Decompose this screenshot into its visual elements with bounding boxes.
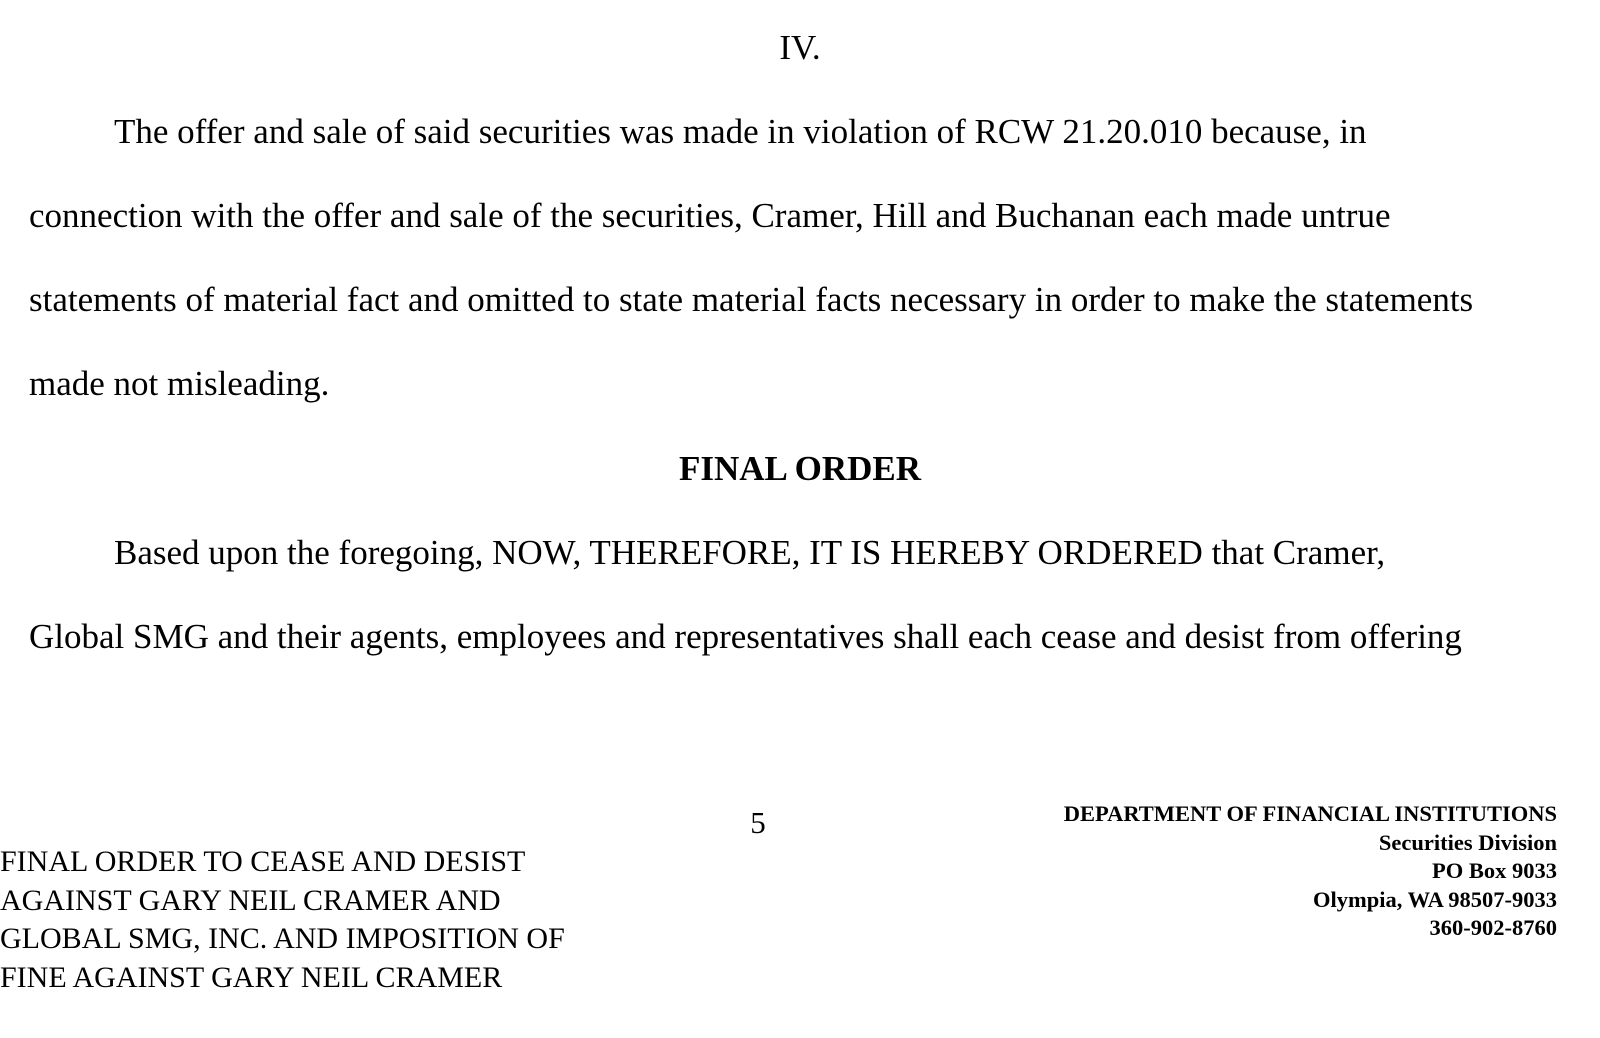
po-box: PO Box 9033 xyxy=(1431,858,1557,883)
phone-number: 360-902-8760 xyxy=(1429,915,1557,940)
section-heading: IV. xyxy=(779,28,821,67)
footer-document-title xyxy=(0,843,565,997)
department-address-block xyxy=(1064,800,1557,943)
footer-title-line: FINE AGAINST GARY NEIL CRAMER xyxy=(0,960,503,994)
paragraph-line: statements of material fact and omitted to state material facts necessary in order to make the statements xyxy=(29,280,1474,319)
page-number: 5 xyxy=(750,805,766,840)
paragraph-line: Based upon the foregoing, NOW, THEREFORE, IT IS HEREBY ORDERED that Cramer, xyxy=(114,533,1386,572)
department-name: DEPARTMENT OF FINANCIAL INSTITUTIONS xyxy=(1063,801,1557,826)
paragraph-line: made not misleading. xyxy=(29,364,330,403)
paragraph-line: connection with the offer and sale of the securities, Cramer, Hill and Buchanan each made untrue xyxy=(29,196,1391,235)
footer-title-line: GLOBAL SMG, INC. AND IMPOSITION OF xyxy=(0,922,565,955)
paragraph-line: The offer and sale of said securities was made in violation of RCW 21.20.010 because, in xyxy=(114,112,1367,151)
final-order-title: FINAL ORDER xyxy=(678,449,922,488)
footer-title-line: FINAL ORDER TO CEASE AND DESIST xyxy=(0,845,526,878)
division-name: Securities Division xyxy=(1378,829,1557,855)
paragraph-line: Global SMG and their agents, employees and representatives shall each cease and desist from offering xyxy=(29,617,1462,656)
city-state-zip: Olympia, WA 98507-9033 xyxy=(1313,886,1557,912)
footer-title-line: AGAINST GARY NEIL CRAMER AND xyxy=(0,883,501,917)
